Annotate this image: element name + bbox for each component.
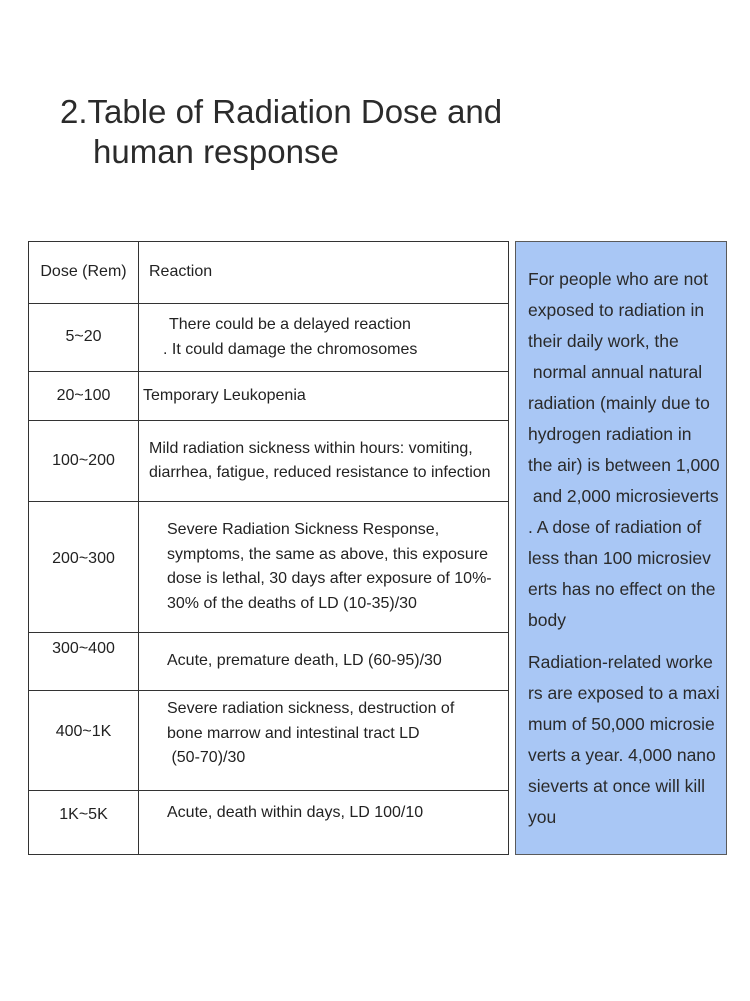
note-line: the air) is between 1,000 xyxy=(528,455,720,475)
reaction-cell xyxy=(139,502,509,633)
dose-value: 400~1K xyxy=(55,723,112,741)
reaction-line: bone marrow and intestinal tract LD xyxy=(167,724,420,742)
header-reaction: Reaction xyxy=(139,242,509,304)
reaction-cell xyxy=(139,791,509,855)
note-line: body xyxy=(528,610,566,630)
reaction-line: (50-70)/30 xyxy=(167,749,246,766)
reaction-line: Mild radiation sickness within hours: vomiting, xyxy=(149,439,473,457)
title-line-1: 2.Table of Radiation Dose and xyxy=(60,93,503,131)
reaction-line: Temporary Leukopenia xyxy=(143,386,306,404)
title-line-2: human response xyxy=(93,133,339,171)
reaction-cell xyxy=(139,691,509,791)
note-line: hydrogen radiation in xyxy=(528,424,692,444)
note-line: radiation (mainly due to xyxy=(528,393,710,413)
note-line: normal annual natural xyxy=(528,362,703,382)
table-row xyxy=(29,791,509,855)
dose-cell: 20~100 xyxy=(29,372,139,421)
reaction-line: There could be a delayed reaction xyxy=(169,316,411,333)
table-row xyxy=(29,304,509,372)
note-line: erts has no effect on the xyxy=(528,579,716,599)
note-line: you xyxy=(528,807,557,827)
reaction-cell xyxy=(139,372,509,421)
reaction-cell xyxy=(139,421,509,502)
radiation-dose-table xyxy=(28,241,509,855)
reaction-cell xyxy=(139,304,509,372)
note-line: exposed to radiation in xyxy=(528,300,705,320)
reaction-line: 30% of the deaths of LD (10-35)/30 xyxy=(167,594,417,612)
note-line: and 2,000 microsieverts xyxy=(528,486,719,506)
dose-cell: 100~200 xyxy=(29,421,139,502)
dose-cell: 300~400 xyxy=(29,633,139,691)
reaction-line: diarrhea, fatigue, reduced resistance to infection xyxy=(149,464,491,481)
note-line: their daily work, the xyxy=(528,331,679,351)
dose-cell xyxy=(29,691,139,791)
table-row xyxy=(29,502,509,633)
reaction-cell xyxy=(139,633,509,691)
table-row xyxy=(29,372,509,421)
note-line: verts a year. 4,000 nano xyxy=(528,745,716,765)
table-row xyxy=(29,633,509,691)
reaction-line: symptoms, the same as above, this exposure xyxy=(167,545,489,563)
reaction-line: . It could damage the chromosomes xyxy=(163,340,418,358)
note-line: less than 100 microsiev xyxy=(528,548,711,568)
table-header-row xyxy=(29,242,509,304)
table-row xyxy=(29,421,509,502)
info-note-panel xyxy=(515,241,727,855)
dose-cell: 5~20 xyxy=(29,304,139,372)
header-dose: Dose (Rem) xyxy=(29,242,139,304)
note-line: For people who are not xyxy=(528,269,708,289)
page-title xyxy=(60,92,502,172)
dose-cell xyxy=(29,502,139,633)
note-line: rs are exposed to a maxi xyxy=(528,683,720,703)
dose-value: 200~300 xyxy=(52,549,115,567)
table-row xyxy=(29,691,509,791)
reaction-line: dose is lethal, 30 days after exposure of 10%- xyxy=(167,570,492,587)
reaction-line: Acute, premature death, LD (60-95)/30 xyxy=(167,652,442,669)
reaction-line: Acute, death within days, LD 100/10 xyxy=(167,804,424,821)
note-line: sieverts at once will kill xyxy=(528,776,705,796)
note-line: Radiation-related worke xyxy=(528,652,713,672)
reaction-line: Severe radiation sickness, destruction of xyxy=(167,700,455,717)
note-paragraph-1 xyxy=(528,264,720,636)
reaction-line: Severe Radiation Sickness Response, xyxy=(167,521,440,538)
dose-cell: 1K~5K xyxy=(29,791,139,855)
note-line: mum of 50,000 microsie xyxy=(528,714,715,734)
note-line: . A dose of radiation of xyxy=(528,517,702,537)
note-paragraph-2 xyxy=(528,647,720,833)
